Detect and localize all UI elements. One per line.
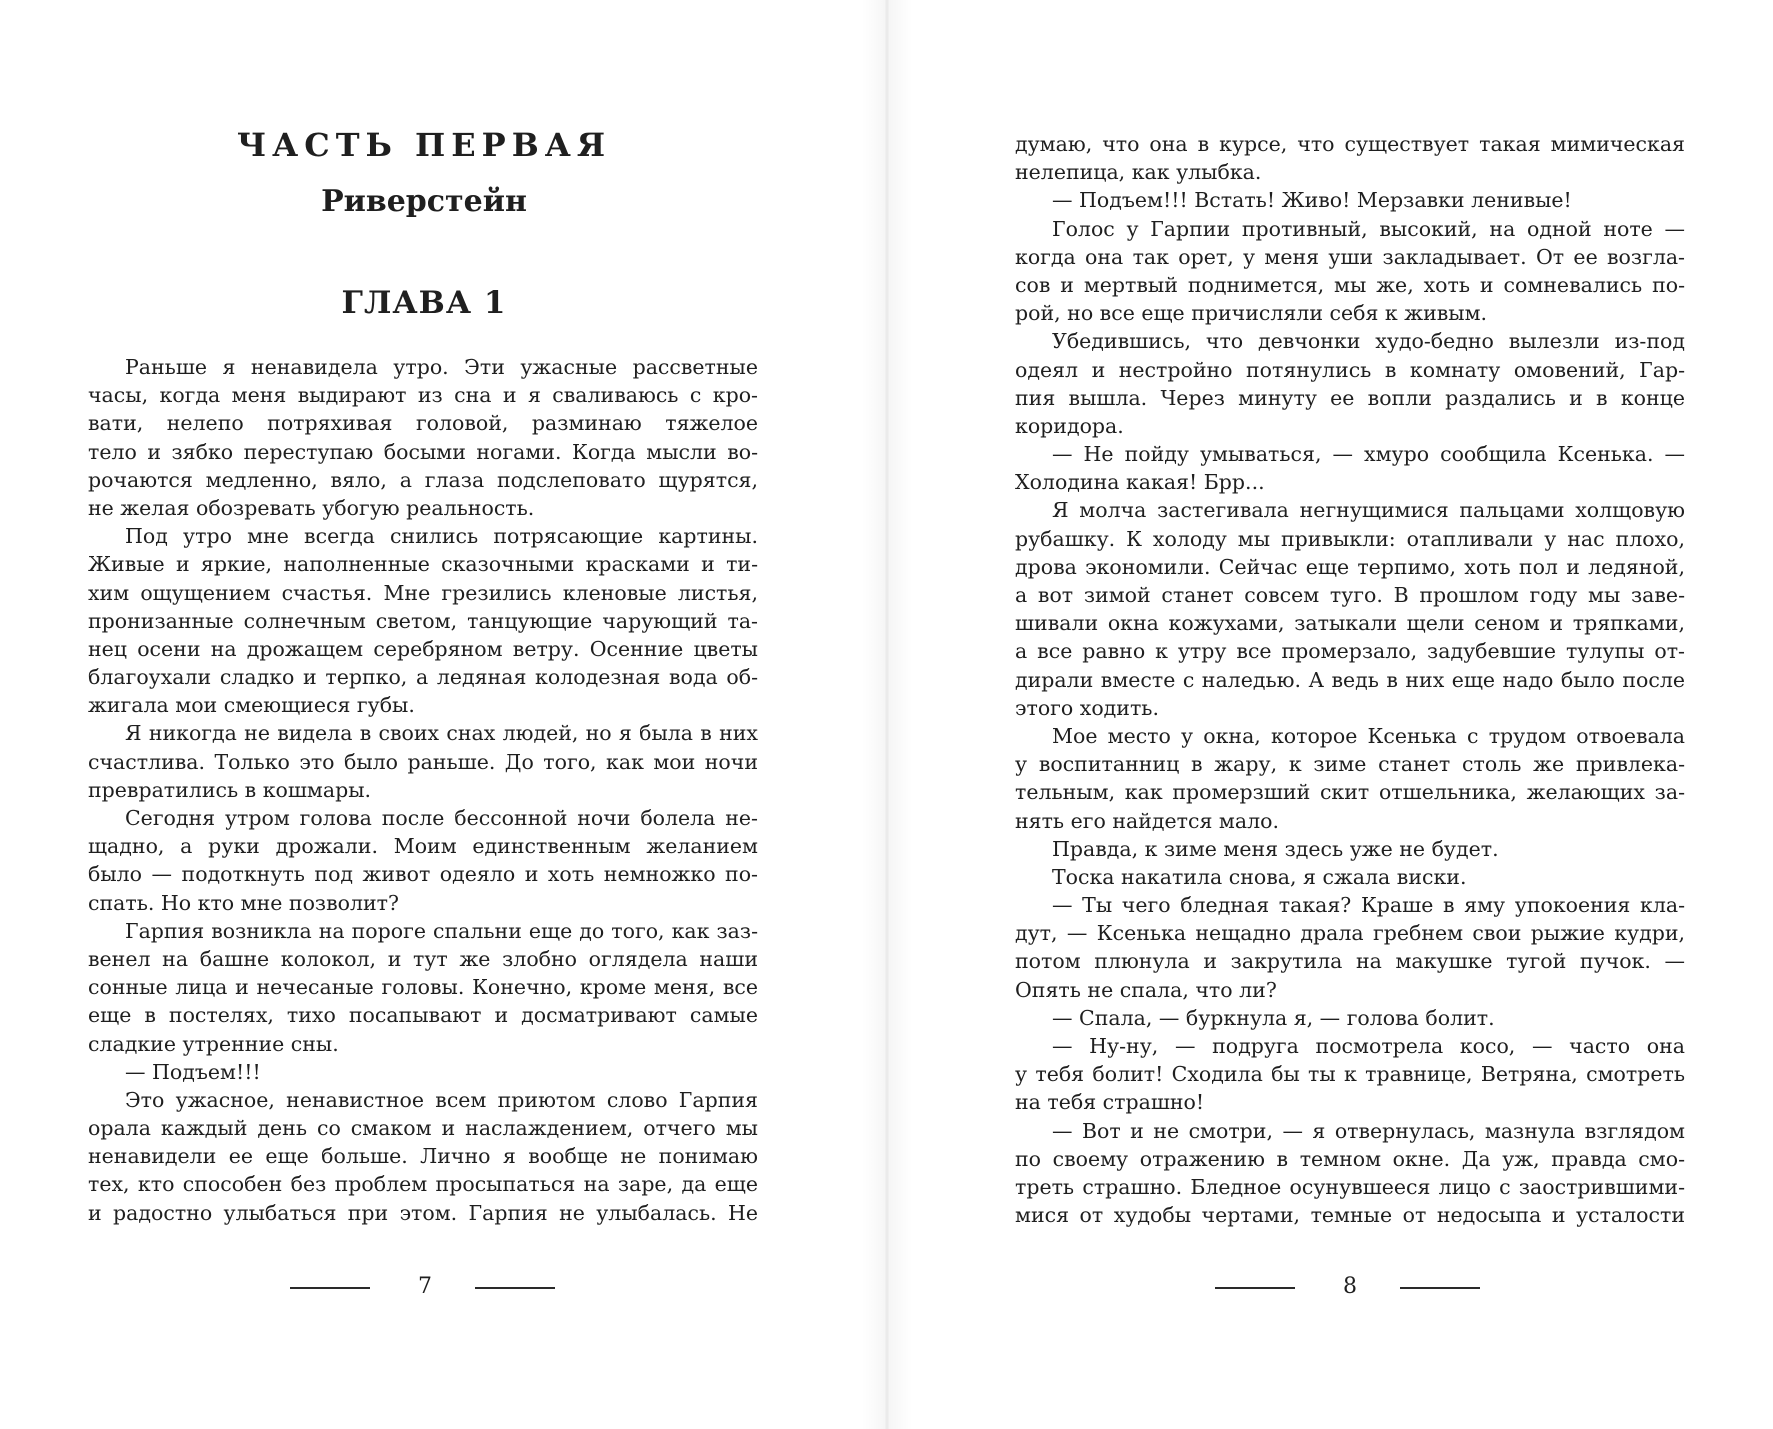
part-title: ЧАСТЬ ПЕРВАЯ [236,126,612,164]
chapter-title: ГЛАВА 1 [341,285,507,321]
text-line: — Не пойду умываться, — хмуро сообщила Ксенька. — [1052,442,1685,467]
text-line: спать. Но кто мне позволит? [88,890,399,915]
text-line: дирали вместе с наледью. А ведь в них еще надо было после [1015,667,1685,692]
footer-rule [1215,1287,1295,1289]
text-line: тех, кто способен без проблем просыпаться на заре, да еще [88,1172,758,1197]
text-line: рочаются медленно, вяло, а глаза подслеповато щурятся, [88,467,758,492]
text-line: нец осени на дрожащем серебряном ветру. Осенние цветы [88,636,758,661]
text-line: этого ходить. [1015,695,1159,720]
text-line: было — подоткнуть под живот одеяло и хоть немножко по- [88,862,758,887]
text-line: дрова экономили. Сейчас еще терпимо, хоть пол и ледяной, [1015,554,1685,579]
text-line: потом плюнула и закрутила на макушке тугой пучок. — [1015,949,1685,974]
text-line: дут, — Ксенька нещадно драла гребнем свои рыжие кудри, [1015,921,1685,946]
footer-rule [1400,1287,1480,1289]
right-page-text [1015,130,1685,1229]
text-line: — Подъем!!! [125,1059,261,1084]
text-line: когда она так орет, у меня уши закладывает. От ее возгла- [1015,244,1685,269]
text-line: одеял и нестройно потянулись в комнату омовений, Гар- [1015,357,1685,382]
text-line: на тебя страшно! [1015,1090,1205,1115]
text-line: не желая обозревать убогую реальность. [88,495,535,520]
text-line: тельным, как промерзший скит отшельника, желающих за- [1015,780,1685,805]
text-line: треть страшно. Бледное осунувшееся лицо с заострившими- [1015,1174,1685,1199]
left-page [0,0,886,1429]
text-line: хим ощущением счастья. Мне грезились кленовые листья, [88,580,758,605]
text-line: и радостно улыбаться при этом. Гарпия не улыбалась. Не [88,1200,758,1225]
text-line: — Ты чего бледная такая? Краше в яму упокоения кла- [1052,893,1685,918]
text-line: Это ужасное, ненавистное всем приютом слово Гарпия [125,1087,758,1112]
text-line: счастлива. Только это было раньше. До того, как мои ночи [88,749,758,774]
text-line: Гарпия возникла на пороге спальни еще до того, как заз- [125,918,758,943]
text-line: тело и зябко переступаю босыми ногами. Когда мысли во- [88,439,758,464]
left-page-footer [275,1270,575,1304]
left-page-text [88,353,758,1227]
text-line: сов и мертвый поднимется, мы же, хоть и сомневались по- [1015,272,1685,297]
page-number: 7 [418,1274,432,1299]
text-line: превратились в кошмары. [88,777,372,802]
text-line: часы, когда меня выдирают из сна и я сваливаюсь с кро- [88,383,758,408]
text-line: щадно, а руки дрожали. Моим единственным желанием [88,834,758,859]
text-line: по своему отражению в темном окне. Да уж, правда смо- [1015,1146,1685,1171]
text-line: пия вышла. Через минуту ее вопли раздались и в конце [1015,385,1685,410]
part-subtitle: Риверстейн [321,184,527,219]
text-line: Убедившись, что девчонки худо-бедно вылезли из-под [1052,329,1685,354]
text-line: у воспитанниц в жару, к зиме станет столь же привлека- [1015,752,1685,777]
text-line: благоухали сладко и терпко, а ледяная колодезная вода об- [88,665,758,690]
text-line: Сегодня утром голова после бессонной ночи болела не- [125,806,758,830]
text-line: пронизанные солнечным светом, танцующие чарующий та- [88,608,758,633]
text-line: венел на башне колокол, и тут же злобно оглядела наши [88,946,758,971]
text-line: еще в постелях, тихо посапывают и досматривают самые [88,1003,758,1028]
text-line: шивали окна кожухами, затыкали щели сеном и тряпками, [1015,611,1685,636]
text-line: думаю, что она в курсе, что существует такая мимическая [1015,132,1685,156]
text-line: мися от худобы чертами, темные от недосыпа и усталости [1015,1203,1685,1228]
text-line: — Вот и не смотри, — я отвернулась, мазнула взглядом [1052,1118,1685,1143]
text-line: коридора. [1015,413,1124,438]
text-line: нять его найдется мало. [1015,808,1279,833]
text-line: — Подъем!!! Встать! Живо! Мерзавки ленивые! [1052,188,1572,213]
text-line: Я молча застегивала негнущимися пальцами холщовую [1052,498,1685,523]
right-page-footer [1200,1270,1500,1304]
text-line: вати, нелепо потряхивая головой, разминаю тяжелое [88,411,758,436]
text-line: а вот зимой станет совсем туго. В прошлом году мы заве- [1015,583,1685,607]
text-line: сладкие утренние сны. [88,1031,339,1056]
text-line: у тебя болит! Сходила бы ты к травнице, Ветряна, смотреть [1015,1062,1685,1087]
page-number: 8 [1343,1274,1357,1299]
text-line: Правда, к зиме меня здесь уже не будет. [1052,836,1499,861]
text-line: — Ну-ну, — подруга посмотрела косо, — часто она [1052,1034,1685,1058]
text-line: Я никогда не видела в своих снах людей, но я была в них [125,721,758,746]
text-line: Мое место у окна, которое Ксенька с трудом отвоевала [1052,723,1685,748]
text-line: рубашку. К холоду мы привыкли: отапливали у нас плохо, [1015,526,1685,551]
text-line: Голос у Гарпии противный, высокий, на одной ноте — [1052,216,1685,241]
footer-rule [475,1287,555,1289]
footer-rule [290,1287,370,1289]
text-line: Холодина какая! Брр... [1015,470,1265,495]
text-line: Опять не спала, что ли? [1015,977,1277,1002]
text-line: Раньше я ненавидела утро. Эти ужасные рассветные [125,355,758,379]
text-line: Тоска накатила снова, я сжала виски. [1052,864,1467,889]
text-line: орала каждый день со смаком и наслаждением, отчего мы [88,1116,758,1141]
text-line: сонные лица и нечесаные головы. Конечно, кроме меня, все [88,975,758,1000]
text-line: — Спала, — буркнула я, — голова болит. [1052,1005,1495,1030]
text-line: Живые и яркие, наполненные сказочными красками и ти- [88,552,758,577]
text-line: а все равно к утру все промерзало, задубевшие тулупы от- [1015,639,1685,664]
text-line: жигала мои смеющиеся губы. [88,693,415,718]
text-line: ненавидели ее еще больше. Лично я вообще не понимаю [88,1144,758,1169]
text-line: Под утро мне всегда снились потрясающие картины. [125,524,758,549]
text-line: нелепица, как улыбка. [1015,160,1262,185]
text-line: рой, но все еще причисляли себя к живым. [1015,301,1488,326]
